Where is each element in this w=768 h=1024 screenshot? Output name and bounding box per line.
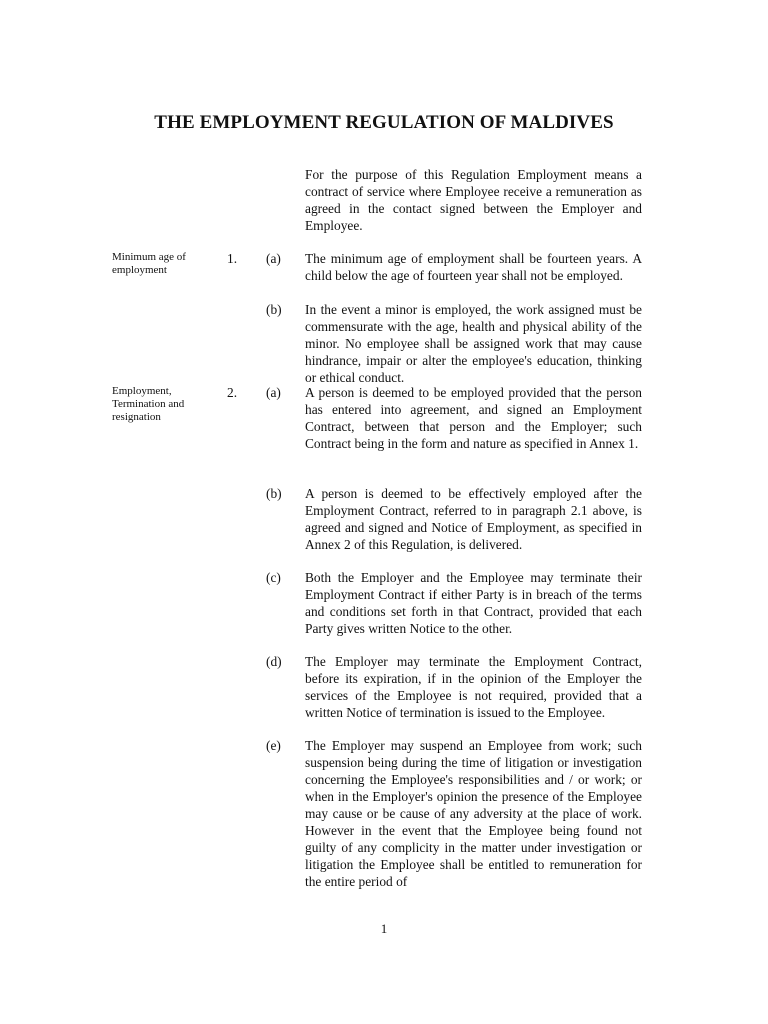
clause-2d-letter: (d) [266, 654, 282, 669]
clause-2e-letter: (e) [266, 738, 281, 753]
clause-2a-text: A person is deemed to be employed provided that the person has entered into agreement, and signed an Employment Contract, between that person and the Employer; such Contract being in the form and nature as specified in Annex 1. [305, 385, 642, 451]
clause-2e-text: The Employer may suspend an Employee from work; such suspension being during the time of litigation or investigation concerning the Employee's responsibilities and / or work; or when in the Employer's opinion the presence of the Employee may cause or be cause of any adversity at the place of work. However in the event that the Employee being found not guilty of any complicity in the matter under investigation or litigation the Employee shall be entitled to remuneration for the entire period of [305, 738, 642, 889]
clause-2b-text: A person is deemed to be effectively employed after the Employment Contract, referred to in paragraph 2.1 above, is agreed and signed and Notice of Employment, as specified in Annex 2 of this Regulation, is delivered. [305, 486, 642, 552]
section-1-side-label: Minimum age of employment [112, 251, 186, 276]
clause-2d-text: The Employer may terminate the Employment Contract, before its expiration, if in the opinion of the Employer the services of the Employee is not required, provided that a written Notice of termination is issued to the Employee. [305, 654, 642, 720]
clause-2c-text: Both the Employer and the Employee may terminate their Employment Contract if either Party is in breach of the terms and conditions set forth in that Contract, provided that each Party gives written Notice to the other. [305, 570, 642, 636]
intro-paragraph: For the purpose of this Regulation Employment means a contract of service where Employee receive a remuneration as agreed in the contact signed between the Employer and Employee. [305, 167, 642, 233]
document-title: THE EMPLOYMENT REGULATION OF MALDIVES [154, 112, 614, 133]
section-1-number: 1. [227, 251, 238, 266]
clause-1b-text: In the event a minor is employed, the work assigned must be commensurate with the age, health and physical ability of the minor. No employee shall be assigned work that may cause hindrance, impair or alter the employee's education, thinking or ethical conduct. [305, 302, 642, 385]
clause-1b-letter: (b) [266, 302, 282, 317]
section-2-number: 2. [227, 385, 238, 400]
clause-2b-letter: (b) [266, 486, 282, 501]
clause-2a-letter: (a) [266, 385, 281, 400]
clause-1a-text: The minimum age of employment shall be fourteen years. A child below the age of fourteen year shall not be employed. [305, 251, 642, 283]
page-number: 1 [380, 921, 388, 936]
clause-2c-letter: (c) [266, 570, 281, 585]
clause-1a-letter: (a) [266, 251, 281, 266]
section-2-side-label: Employment, Termination and resignation [112, 385, 185, 423]
